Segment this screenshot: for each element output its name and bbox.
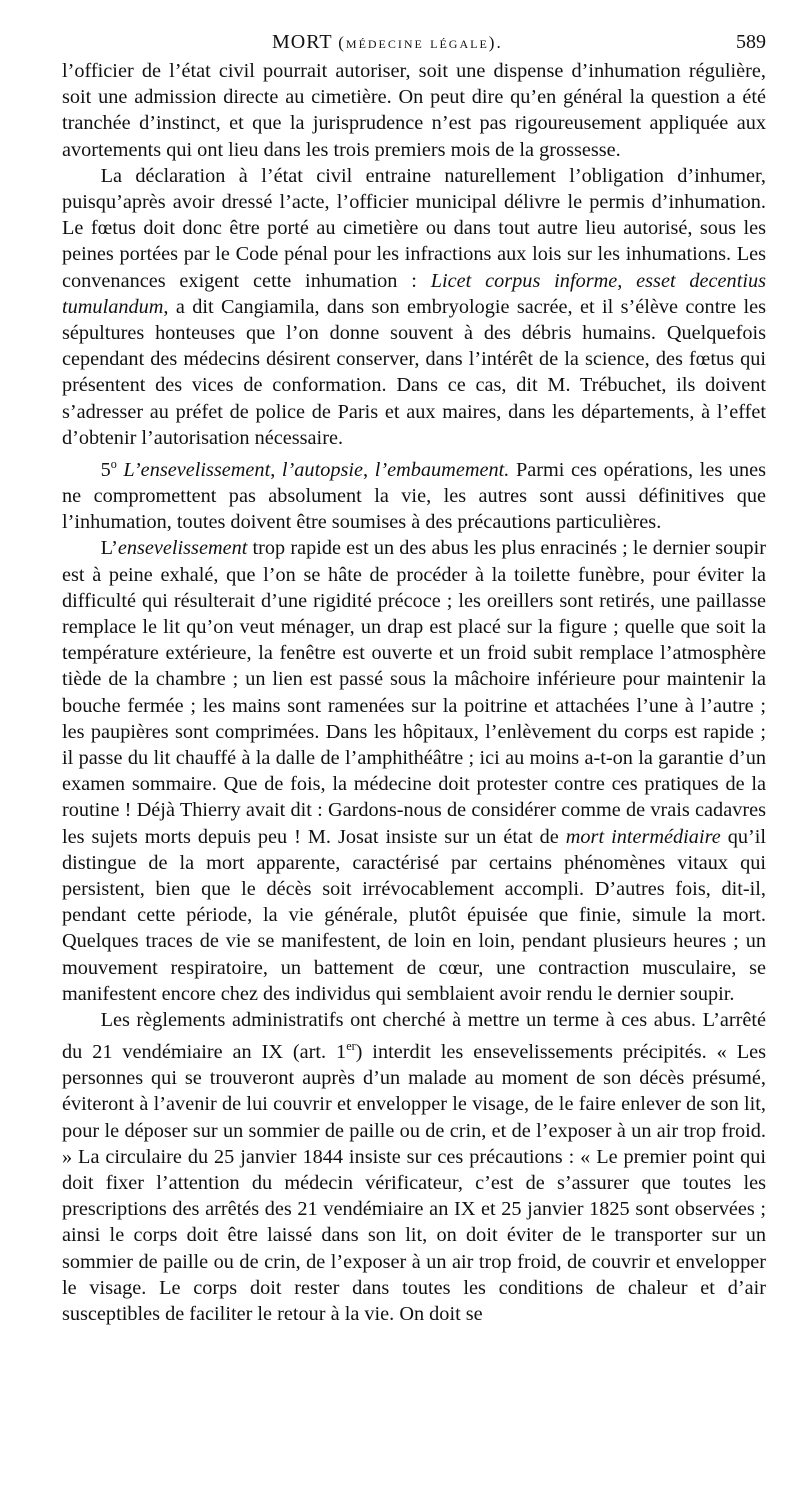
italic-text: mort intermédiaire xyxy=(565,825,721,848)
text-run: ) interdit les ensevelissements précipités. « Les personnes qui se trouveront auprès d’un malade au moment de son décès présumé, éviteront à l’avenir de lui couvrir et envelopper le visage, de le faire enlever de son lit, pour le déposer sur un sommier de paille ou de crin, et de l’exposer à un air trop froid. » La circulaire du 25 janvier 1844 insiste sur ces précautions : « Le premier point qui doit fixer l’attention du médecin vérificateur, c’est de s’assurer que toutes les prescriptions des arrêtés des 21 vendémiaire an IX et 25 janvier 1825 sont observées ; ainsi le corps doit être laissé dans son lit, on doit éviter de le transporter sur un sommier de paille ou de crin, de l’exposer à un air trop froid, de couvrir et envelopper le visage. Le corps doit rester dans toutes les conditions de chaleur et d’air susceptibles de faciliter le retour à la vie. On doit se xyxy=(62,1041,766,1326)
italic-text: ensevelissement xyxy=(117,537,248,560)
italic-text: L’ensevelissement xyxy=(123,458,271,481)
italic-text: Licet corpus informe, esset decentius tumulandum xyxy=(62,269,767,318)
text-run: l’officier de l’état civil pourrait autoriser, soit une dispense d’inhumation régulière, soit une admission directe au cimetière. On peut dire qu’en général la question a été tranchée d’instinct, et que la jurisprudence n’est pas rigoureusement appliquée aux avortements qui ont lieu dans les trois premiers mois de la grossesse. xyxy=(62,60,766,161)
text-run: trop rapide est un des abus les plus enracinés ; le dernier soupir est à peine exhalé, que l’on se hâte de procéder à la toilette funèbre, pour éviter la difficulté qui résulterait d’une rigidité précoce ; les oreillers sont retirés, une paillasse remplace le lit qu’on veut ménager, un drap est placé sur la figure ; quelle que soit la température extérieure, la fenêtre est ouverte et un froid subit remplace l’atmosphère tiède de la chambre ; un lien est passé sous la mâchoire inférieure pour maintenir la bouche fermée ; les mains sont ramenées sur la poitrine et attachées l’une à l’autre ; les paupières sont comprimées. Dans les hôpitaux, l’enlèvement du corps est rapide ; il passe du lit chauffé à la dalle de l’amphithéâtre ; ici au moins a-t-on la garantie d’un examen sommaire. Que de fois, la médecine doit protester contre ces pratiques de la routine ! Déjà Thierry avait dit : Gardons-nous de considérer comme de vrais cadavres les sujets morts depuis peu ! M. Josat insiste sur un état de xyxy=(62,537,766,848)
text-run: qu’il distingue de la mort apparente, caractérisé par certains phénomènes vitaux qui persistent, bien que le décès soit irrévocablement accompli. D’autres fois, dit-il, pendant cette période, la vie générale, plutôt épuisée que finie, simule la mort. Quelques traces de vie se manifestent, de loin en loin, pendant plusieurs heures ; un mouvement respiratoire, un battement de cœur, une contraction musculaire, se manifestent encore chez des individus qui semblaient avoir rendu le dernier soupir. xyxy=(62,825,767,1005)
paragraph xyxy=(62,58,766,163)
italic-text: l’embaumement. xyxy=(374,458,510,481)
running-title-subtitle: (médecine légale). xyxy=(338,33,503,52)
paragraph xyxy=(62,535,766,1007)
document-page xyxy=(62,0,766,1327)
superscript: o xyxy=(110,457,117,472)
paragraph xyxy=(62,163,766,451)
text-run: , xyxy=(270,458,282,481)
superscript: er xyxy=(346,1039,356,1054)
text-run: Parmi ces opérations, les unes ne compromettent pas absolument la vie, les autres sont aussi définitives que l’inhumation, toutes doivent être soumises à des précautions particulières. xyxy=(62,458,767,534)
page-header xyxy=(62,0,766,58)
page-number: 589 xyxy=(736,31,766,53)
paragraph xyxy=(62,451,766,535)
text-run: L’ xyxy=(100,537,118,560)
text-run: 5 xyxy=(100,458,111,481)
body-text xyxy=(62,58,766,1327)
text-run: Les règlements administratifs ont cherché à mettre un terme à ces abus. L’arrêté du 21 vendémiaire an IX (art. 1 xyxy=(62,1009,766,1064)
italic-text: l’autopsie xyxy=(281,458,364,481)
running-title xyxy=(272,31,503,54)
running-title-main: MORT xyxy=(272,31,333,53)
text-run: , xyxy=(363,458,375,481)
paragraph xyxy=(62,1007,766,1327)
text-run: , a dit Cangiamila, dans son embryologie sacrée, et il s’élève contre les sépultures honteuses que l’on donne souvent à des débris humains. Quelquefois cependant des médecins désirent conserver, dans l’intérêt de la science, des fœtus qui présentent des vices de conformation. Dans ce cas, dit M. Trébuchet, ils doivent s’adresser au préfet de police de Paris et aux maires, dans les départements, à l’effet d’obtenir l’autorisation nécessaire. xyxy=(62,295,766,449)
text-run: La déclaration à l’état civil entraine naturellement l’obligation d’inhumer, puisqu’après avoir dressé l’acte, l’officier municipal délivre le permis d’inhumation. Le fœtus doit donc être porté au cimetière ou dans tout autre lieu autorisé, sous les peines portées par le Code pénal pour les infractions aux lois sur les inhumations. Les convenances exigent cette inhumation : xyxy=(62,164,766,292)
